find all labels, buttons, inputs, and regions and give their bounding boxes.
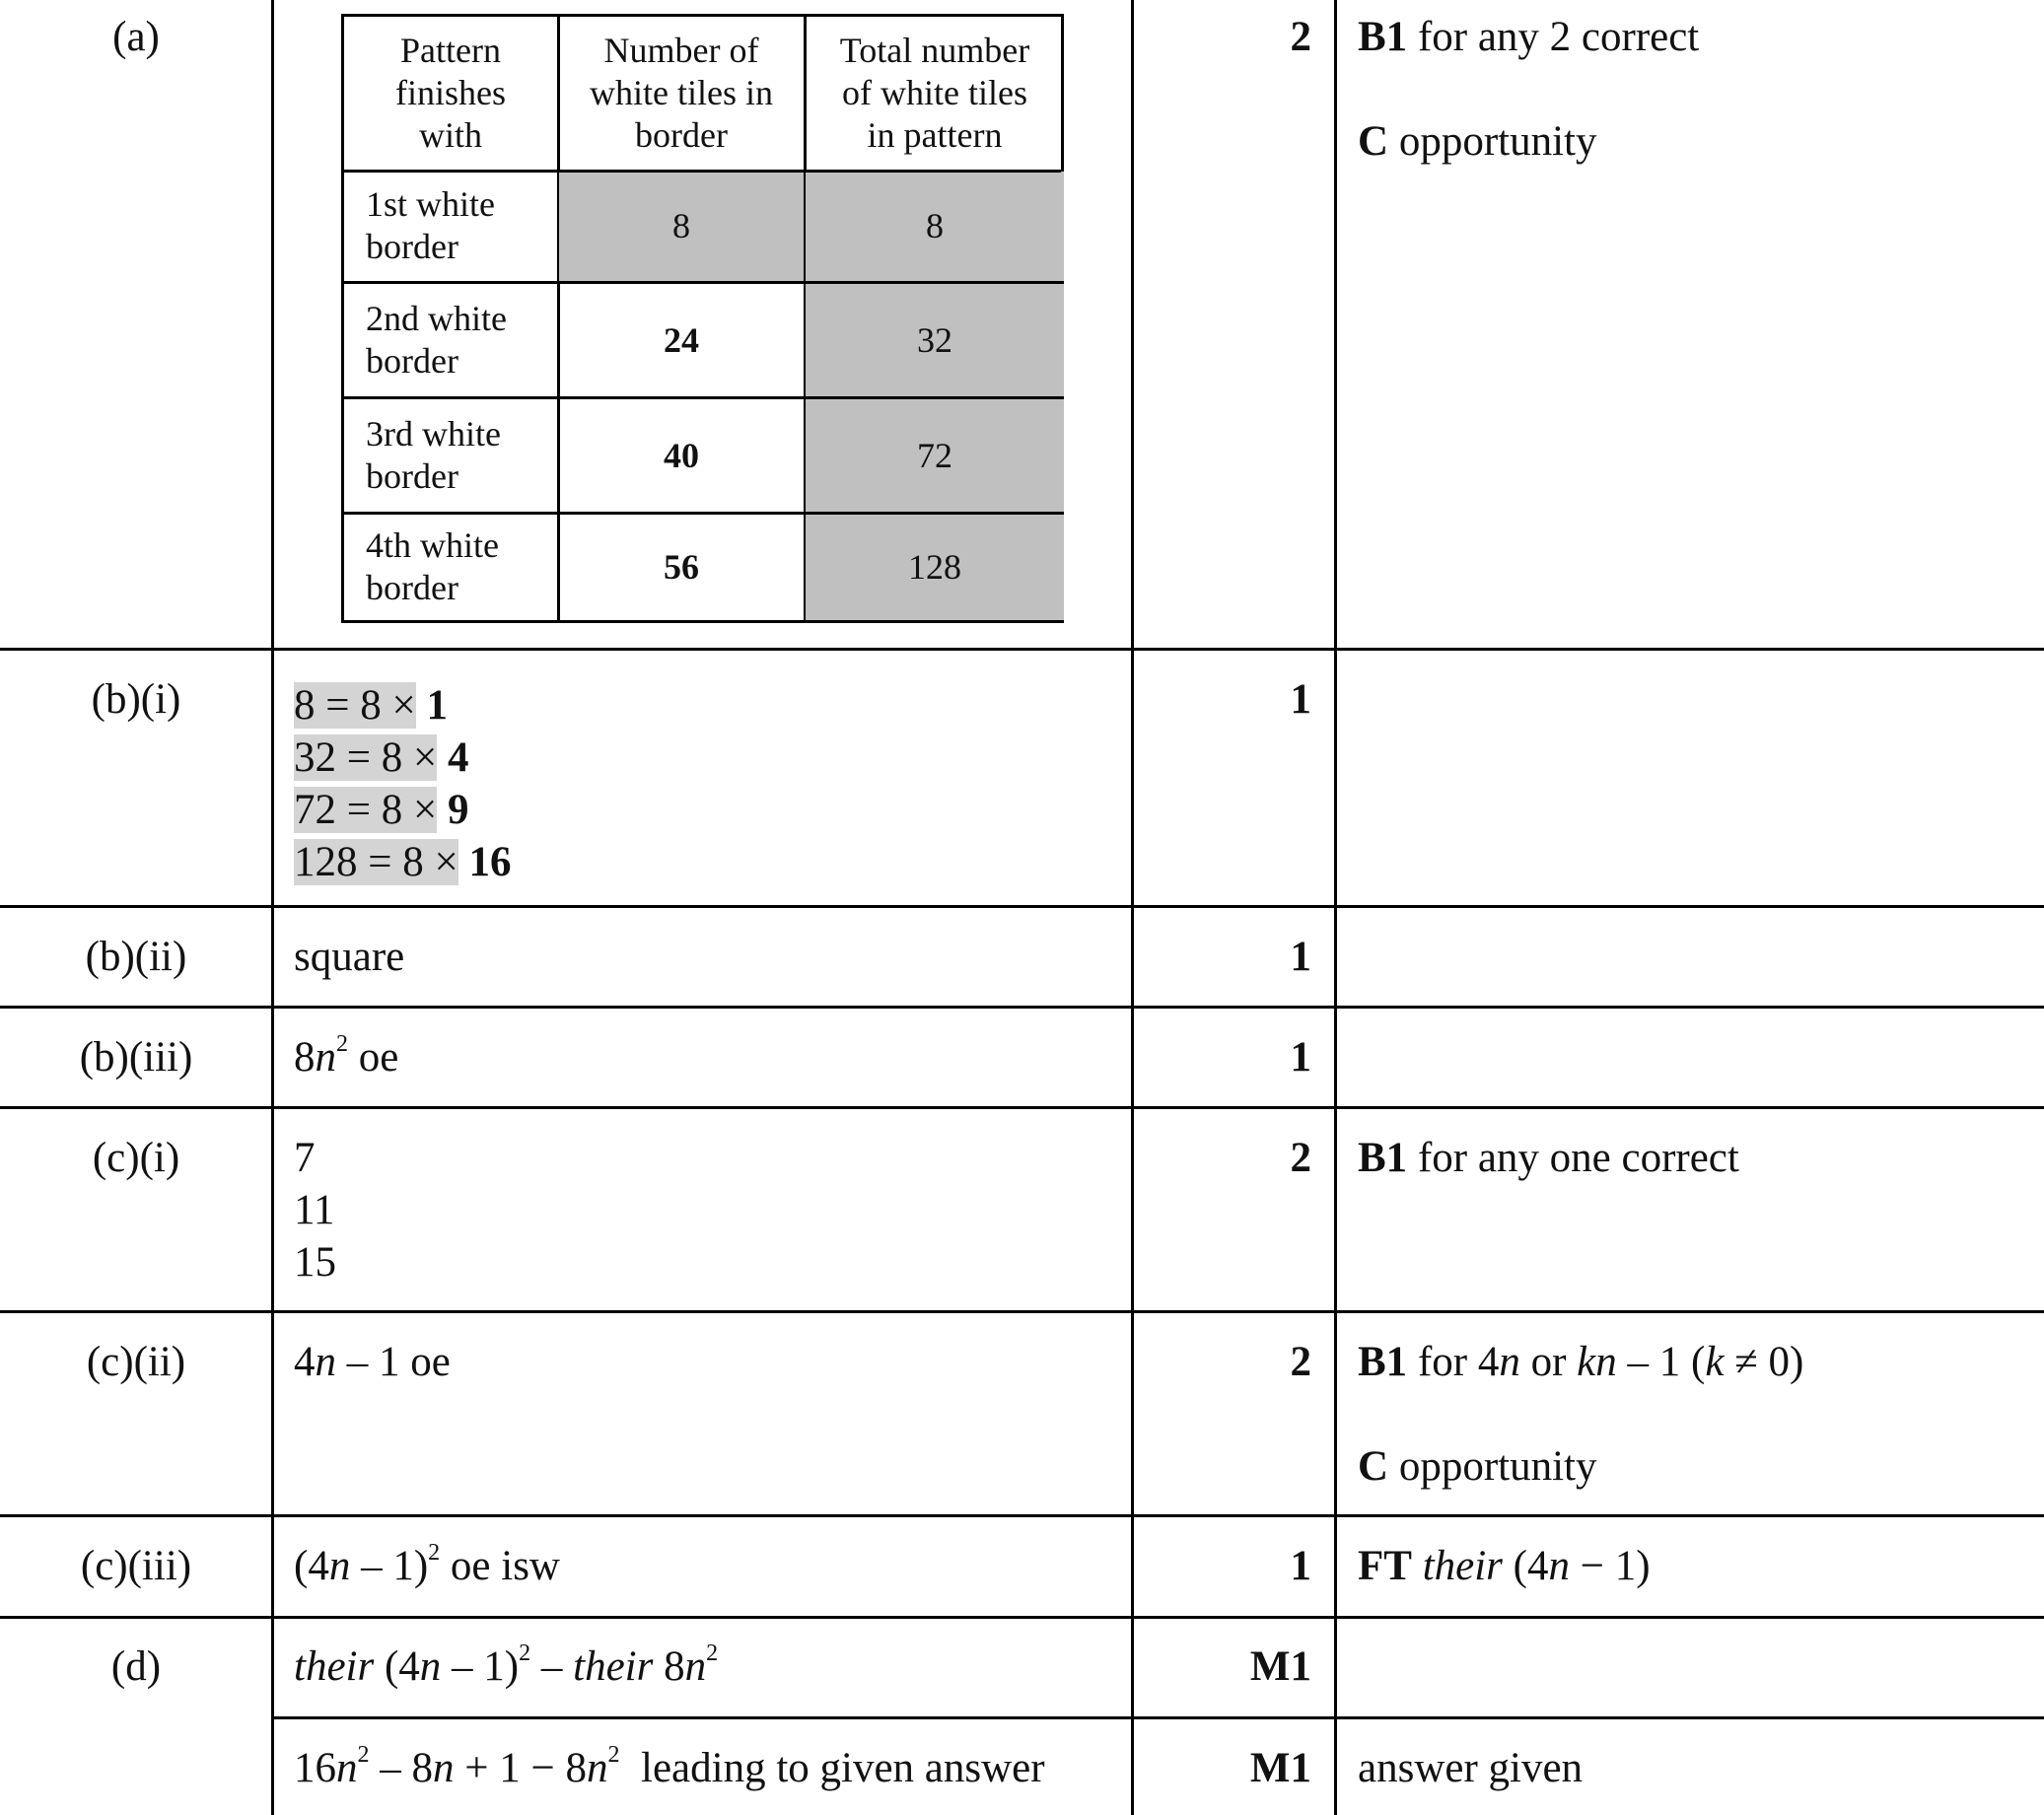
table-row-divider (344, 396, 1061, 399)
answer-table (341, 14, 1064, 623)
table-header: Number of white tiles in border (590, 31, 773, 155)
table-cell-border-count: 40 (664, 435, 699, 475)
row-divider (0, 1310, 2044, 1313)
mark: 2 (1290, 1135, 1311, 1181)
guidance: FT their (4n − 1) (1358, 1543, 1651, 1589)
calculation-block (294, 679, 512, 888)
table-row-label: 3rd white border (366, 414, 501, 496)
row-divider (0, 648, 2044, 651)
column-divider (1334, 0, 1337, 1815)
answer: $16n^2 - 8n + 1 - 8n^2$ leading to given answer (294, 1742, 1045, 1791)
row-divider (0, 1106, 2044, 1109)
mark: 1 (1290, 934, 1311, 980)
row-divider (0, 1616, 2044, 1619)
calc-line: 128 = 8 × 16 (294, 839, 512, 885)
guidance: C opportunity (1358, 1443, 1597, 1490)
mark: M1 (1249, 1643, 1311, 1690)
question-id: (a) (112, 14, 160, 60)
table-cell-border-count: 56 (664, 547, 699, 587)
table-row-label: 2nd white border (366, 299, 507, 381)
row-divider (0, 1514, 2044, 1517)
answer: square (294, 934, 405, 980)
mark: 2 (1290, 14, 1311, 60)
table-header: Total number of white tiles in pattern (839, 31, 1030, 155)
table-row-divider (344, 512, 1061, 515)
answer: $8n^2$ oe (294, 1031, 399, 1081)
table-cell-total: 8 (926, 206, 944, 245)
table-row-divider (344, 281, 1061, 284)
calc-line: 32 = 8 × 4 (294, 734, 469, 781)
calc-line: 72 = 8 × 9 (294, 787, 469, 833)
guidance: B1 for any one correct (1358, 1135, 1739, 1181)
guidance: answer given (1358, 1745, 1584, 1791)
row-divider (0, 1006, 2044, 1009)
answer: their (4n – 1)$^2$ – their $8n^2$ (294, 1640, 719, 1690)
question-id: (c)(iii) (80, 1543, 192, 1589)
question-id: (b)(iii) (79, 1034, 193, 1081)
row-divider (272, 1716, 2044, 1719)
question-id: (c)(ii) (86, 1339, 186, 1385)
question-id: (b)(ii) (85, 934, 187, 980)
table-cell-total: 128 (908, 547, 961, 587)
question-id: (c)(i) (92, 1135, 180, 1181)
row-divider (0, 905, 2044, 908)
mark: 1 (1290, 676, 1311, 723)
answer-line: 15 (294, 1239, 336, 1286)
answer: (4n – 1)$^2$ oe isw (294, 1540, 560, 1589)
table-row-label: 1st white border (366, 183, 495, 266)
guidance: B1 for any 2 correct (1358, 14, 1700, 60)
answer-line: 7 (294, 1135, 316, 1181)
table-cell-border-count: 8 (672, 206, 690, 245)
question-id: (d) (110, 1643, 162, 1690)
table-cell-total: 32 (917, 319, 952, 360)
table-cell-total: 72 (917, 435, 952, 475)
table-header: Pattern finishes with (395, 31, 506, 155)
table-row-label: 4th white border (366, 524, 499, 607)
calc-line: 8 = 8 × 1 (294, 682, 449, 729)
mark: M1 (1249, 1745, 1311, 1791)
guidance: B1 for 4n or kn – 1 (k ≠ 0) (1358, 1339, 1804, 1385)
mark: 1 (1290, 1034, 1311, 1081)
answer: 4n – 1 oe (294, 1339, 451, 1385)
table-row-divider (344, 170, 1061, 173)
mark: 2 (1290, 1339, 1311, 1385)
answer-line: 11 (294, 1187, 335, 1233)
mark: 1 (1290, 1543, 1311, 1589)
question-id: (b)(i) (91, 676, 181, 723)
table-cell-border-count: 24 (664, 319, 699, 360)
guidance: C opportunity (1358, 118, 1597, 165)
